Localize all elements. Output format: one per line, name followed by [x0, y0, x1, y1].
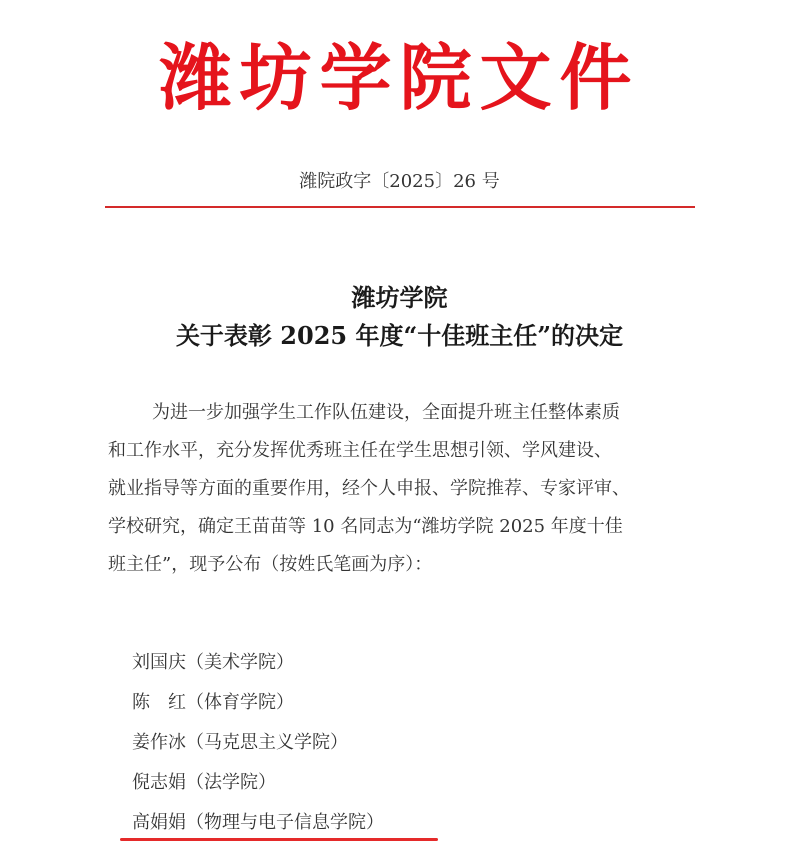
- paragraph-line: 班主任”，现予公布（按姓氏笔画为序）：: [108, 554, 433, 575]
- masthead-title: 潍坊学院文件: [159, 36, 640, 120]
- awardee-item: 刘国庆（美术学院）: [132, 652, 294, 673]
- document-number: 潍院政字〔2025〕26 号: [299, 171, 500, 192]
- awardee-item: 陈 红（体育学院）: [132, 692, 294, 713]
- paragraph-line: 就业指导等方面的重要作用，经个人申报、学院推荐、专家评审、: [108, 478, 630, 499]
- body-paragraph: [108, 394, 698, 584]
- awardee-item: 姜作冰（马克思主义学院）: [132, 732, 348, 753]
- paragraph-line: 和工作水平，充分发挥优秀班主任在学生思想引领、学风建设、: [108, 440, 612, 461]
- paragraph-line: 为进一步加强学生工作队伍建设，全面提升班主任整体素质: [152, 402, 620, 423]
- awardee-item: 倪志娟（法学院）: [132, 772, 276, 793]
- header-divider: [105, 206, 695, 208]
- awardee-list: [132, 643, 384, 843]
- title-subject: 关于表彰 2025 年度“十佳班主任”的决定: [175, 321, 624, 350]
- title-issuer: 潍坊学院: [351, 283, 448, 312]
- awardee-item: 高娟娟（物理与电子信息学院）: [132, 812, 384, 833]
- highlight-underline: [120, 838, 438, 841]
- paragraph-line: 学校研究，确定王苗苗等 10 名同志为“潍坊学院 2025 年度十佳: [108, 516, 623, 537]
